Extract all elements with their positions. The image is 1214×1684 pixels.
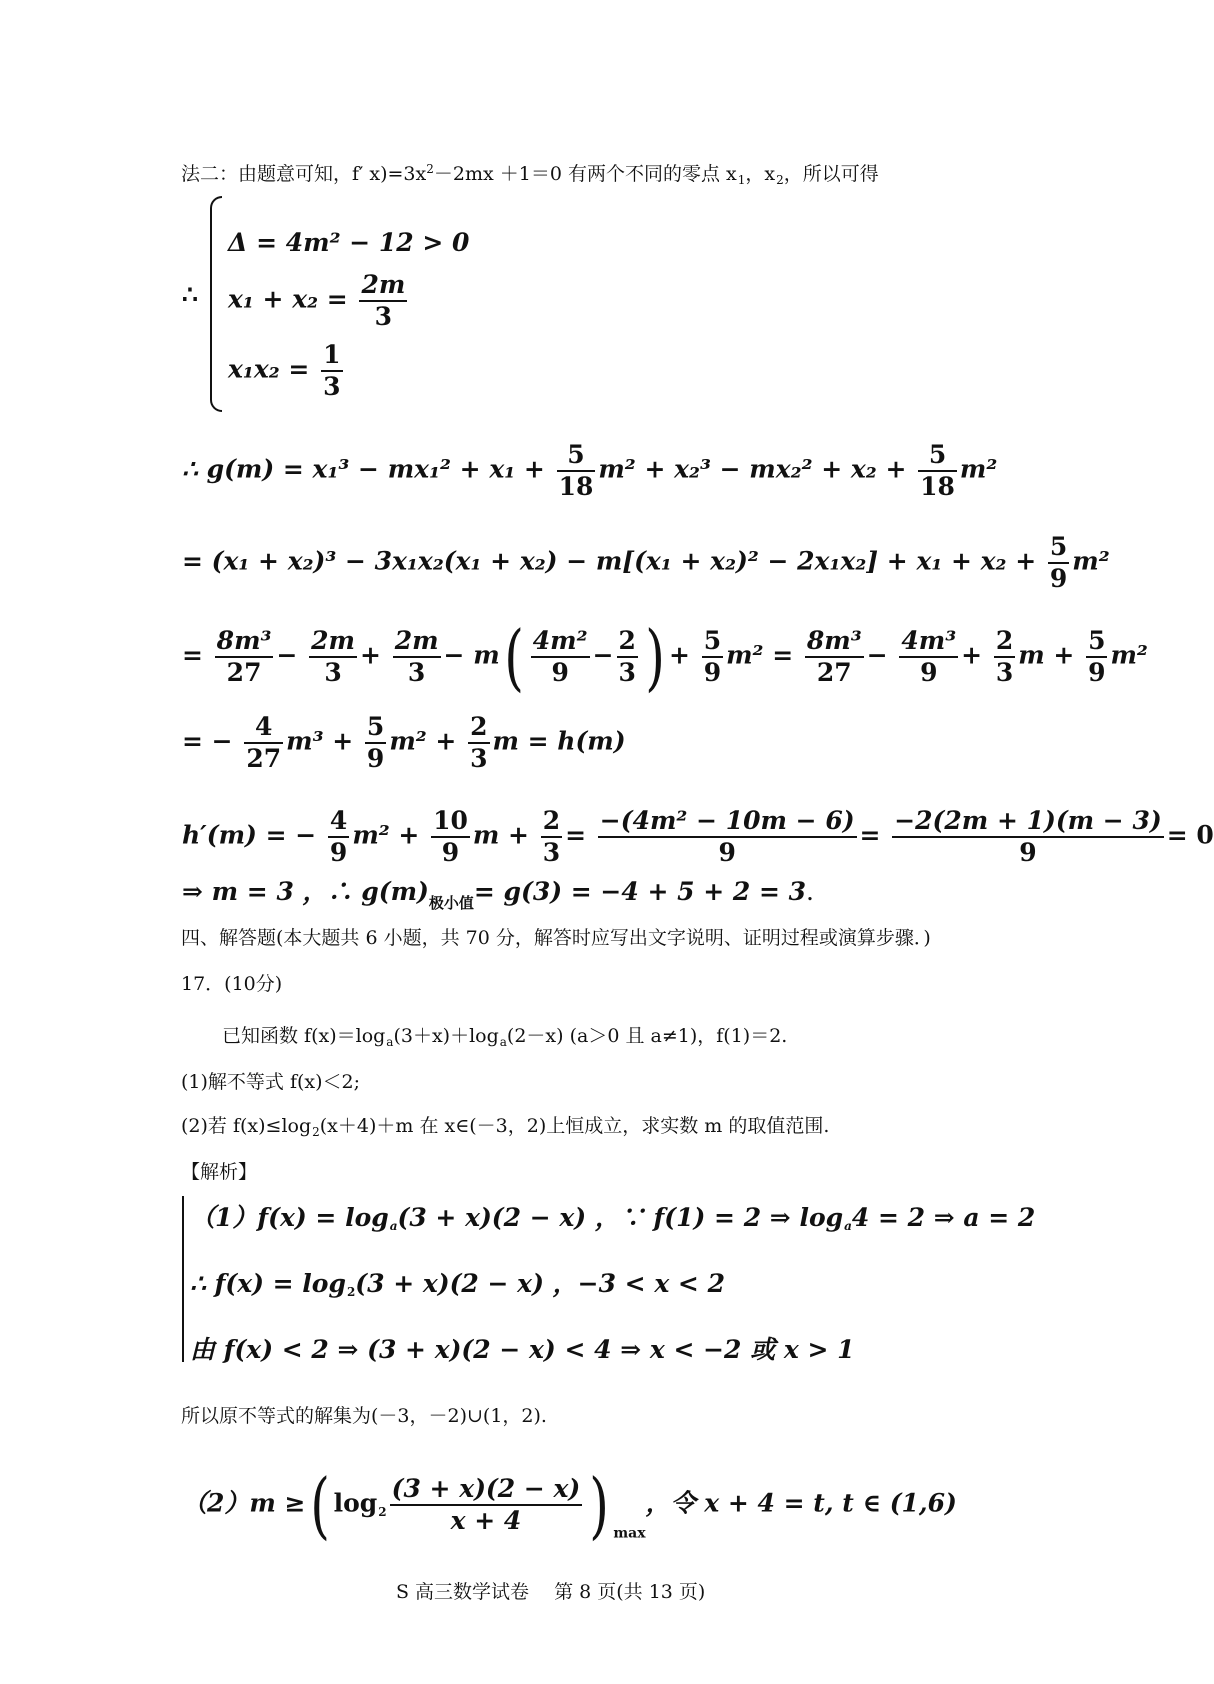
p2s-part-b: ，令 x + 4 = t, t ∈ (1,6): [645, 1488, 957, 1518]
operator: m² =: [726, 640, 794, 670]
fraction-den: 27: [246, 744, 282, 773]
s1-part-c: 4 = 2 ⇒ a = 2: [851, 1203, 1036, 1232]
fraction-num: 5: [365, 712, 386, 744]
fraction: [617, 626, 638, 688]
fraction-num: 4m²: [531, 626, 590, 658]
fraction: [215, 626, 274, 688]
operator: m +: [1018, 640, 1075, 670]
fraction-den: 9: [441, 838, 460, 867]
fraction-den: 3: [324, 658, 342, 687]
h-part-f: = 0: [1166, 820, 1214, 850]
fraction-den: 3: [374, 302, 393, 331]
fraction-den: 9: [703, 658, 722, 687]
intro-text-c: ，x: [745, 163, 776, 185]
result-part-a: ⇒ m = 3 ，∴ g(m): [182, 877, 429, 906]
stem-part-b: (3＋x)＋log: [393, 1025, 499, 1047]
operator: −: [866, 640, 888, 670]
fraction: [892, 806, 1163, 868]
fraction-den: 3: [618, 658, 636, 687]
method2-intro: [181, 157, 879, 192]
fraction: [328, 806, 349, 868]
operator: +: [360, 640, 381, 670]
fraction-den: 27: [226, 658, 262, 687]
intro-text-a: 法二：由题意可知，f′ x)=3x: [181, 163, 427, 185]
question-part-1: (1)解不等式 f(x)＜2;: [181, 1071, 361, 1093]
fraction-num: 4m³: [899, 626, 958, 658]
fraction-den: 9: [1049, 564, 1068, 593]
fraction: [244, 712, 283, 774]
fraction-num: 2m: [393, 626, 441, 658]
p2s-part-a: （2）m ≥: [182, 1488, 306, 1518]
part2-solution: [182, 1463, 957, 1547]
s1-sub-b: a: [844, 1219, 852, 1233]
operator: − m: [443, 640, 500, 670]
fraction-den: 9: [1019, 838, 1037, 867]
therefore-symbol: ∴: [182, 280, 198, 309]
section-heading: 四、解答题(本大题共 6 小题，共 70 分，解答时应写出文字说明、证明过程或演算步骤．): [181, 927, 931, 949]
question-stem: [222, 1024, 787, 1054]
minimum-result: [182, 877, 814, 915]
fraction: [994, 626, 1015, 688]
g-expression-1: [182, 440, 997, 502]
result-subscript: 极小值: [428, 894, 474, 912]
g4-part-a: = −: [182, 726, 233, 756]
fraction-num: 5: [1086, 626, 1107, 658]
h-part-c: m +: [472, 820, 529, 850]
h-part-e: =: [859, 820, 881, 850]
fraction: [557, 440, 596, 502]
h-part-d: =: [565, 820, 587, 850]
solution-line-3: 由 f(x) < 2 ⇒ (3 + x)(2 − x) < 4 ⇒ x < −2 或 x > 1: [190, 1335, 855, 1364]
fraction: [309, 626, 357, 688]
solution-left-bar: [182, 1196, 184, 1362]
fraction-num: (3 + x)(2 − x): [390, 1474, 583, 1506]
stem-part-a: 已知函数 f(x)＝log: [222, 1025, 386, 1047]
fraction-den: 9: [718, 838, 736, 867]
fraction-num: 5: [557, 440, 596, 472]
fraction-den: 9: [920, 658, 938, 687]
left-paren: (: [503, 615, 524, 699]
operator: +: [669, 640, 690, 670]
intro-text-b: －2mx ＋1＝0 有两个不同的零点 x: [433, 163, 737, 185]
s1-sub-a: a: [389, 1219, 398, 1233]
operator: m²: [1110, 640, 1148, 670]
fraction: [899, 626, 958, 688]
fraction-den: 3: [470, 744, 488, 773]
fraction: [805, 626, 864, 688]
fraction-den: 9: [1088, 658, 1106, 687]
analysis-label: 【解析】: [181, 1161, 258, 1183]
g-expression-3: [182, 615, 1148, 699]
fraction-num: 2: [541, 806, 562, 838]
operator: −: [592, 640, 614, 670]
stem-sub-2: a: [499, 1035, 507, 1049]
fraction: [702, 626, 723, 688]
stem-sub-1: a: [386, 1035, 394, 1049]
right-paren: ): [589, 1463, 610, 1547]
part2-sub: 2: [312, 1125, 320, 1139]
fraction-den: 3: [407, 658, 426, 687]
g-expression-2: [182, 532, 1110, 594]
fraction: [468, 712, 489, 774]
max-subscript: max: [613, 1525, 646, 1542]
g2-part-b: m²: [1072, 546, 1110, 576]
solution-line-2: [190, 1269, 725, 1304]
fraction-num: 2: [617, 626, 638, 658]
operator: +: [961, 640, 983, 670]
g-expression-4: [182, 712, 626, 774]
s2-part-b: (3 + x)(2 − x) ，−3 < x < 2: [355, 1269, 725, 1298]
system-eq-3-left: x₁x₂ =: [228, 354, 310, 384]
s2-sub: 2: [346, 1285, 356, 1299]
fraction: [321, 340, 342, 402]
fraction-num: 2: [994, 626, 1015, 658]
fraction-num: 4: [328, 806, 349, 838]
fraction-den: 18: [558, 472, 594, 501]
g1-part-b: m² + x₂³ − mx₂² + x₂ +: [598, 454, 907, 484]
log-text: log: [333, 1488, 378, 1518]
fraction: [359, 270, 407, 332]
g4-part-d: m = h(m): [492, 726, 626, 756]
solution-set: 所以原不等式的解集为(－3，－2)∪(1，2).: [181, 1405, 547, 1427]
page-footer: S 高三数学试卷 第 8 页(共 13 页): [396, 1581, 706, 1603]
solution-line-1: [190, 1203, 1036, 1238]
fraction-num: −(4m² − 10m − 6): [598, 806, 857, 838]
fraction: [365, 712, 386, 774]
fraction: [531, 626, 590, 688]
left-brace: [210, 196, 222, 412]
fraction: [541, 806, 562, 868]
question-number: 17．(10分): [181, 973, 283, 995]
g4-part-b: m³ +: [286, 726, 354, 756]
system-eq-2: [228, 270, 410, 332]
fraction-num: 4: [244, 712, 283, 744]
question-part-2: [181, 1114, 829, 1144]
fraction-num: 8m³: [215, 626, 274, 658]
fraction: [393, 626, 441, 688]
h-part-b: m² +: [352, 820, 420, 850]
fraction-den: 3: [323, 372, 341, 401]
g2-part-a: = (x₁ + x₂)³ − 3x₁x₂(x₁ + x₂) − m[(x₁ + x₂)² − 2x₁x₂] + x₁ + x₂ +: [182, 546, 1037, 576]
right-paren: ): [645, 615, 665, 699]
intro-sub-2: 2: [776, 173, 784, 187]
fraction: [1086, 626, 1107, 688]
fraction-den: 3: [542, 838, 561, 867]
fraction-num: 10: [431, 806, 470, 838]
fraction: [431, 806, 470, 868]
fraction-den: x + 4: [450, 1506, 522, 1535]
fraction-num: 5: [918, 440, 957, 472]
g4-part-c: m² +: [389, 726, 457, 756]
fraction-den: 9: [551, 658, 569, 687]
s1-part-a: （1）f(x) = log: [190, 1203, 389, 1232]
fraction: [598, 806, 857, 868]
h-part-a: h′(m) = −: [182, 820, 317, 850]
g1-part-a: ∴ g(m) = x₁³ − mx₁² + x₁ +: [182, 454, 545, 484]
fraction-num: 8m³: [805, 626, 864, 658]
intro-sup: 2: [426, 162, 434, 176]
fraction-num: 5: [702, 626, 723, 658]
fraction-den: 27: [816, 658, 852, 687]
fraction-den: 18: [920, 472, 955, 501]
result-dot: .: [806, 877, 814, 906]
s2-part-a: ∴ f(x) = log: [190, 1269, 346, 1298]
fraction-den: 3: [995, 658, 1014, 687]
g3-eq: =: [182, 640, 203, 670]
left-paren: (: [309, 1463, 330, 1547]
s1-part-b: (3 + x)(2 − x) ，∵ f(1) = 2 ⇒ log: [397, 1203, 844, 1232]
system-eq-3: [228, 340, 346, 402]
part2-text-b: (x＋4)＋m 在 x∈(－3，2)上恒成立，求实数 m 的取值范围.: [319, 1115, 830, 1137]
operator: −: [276, 640, 298, 670]
fraction-den: 9: [329, 838, 348, 867]
fraction-den: 9: [366, 744, 385, 773]
fraction-num: 2: [468, 712, 489, 744]
h-derivative: [182, 806, 1214, 868]
fraction: [390, 1474, 583, 1536]
fraction-num: −2(2m + 1)(m − 3): [892, 806, 1163, 838]
fraction: [1048, 532, 1069, 594]
system-eq-2-left: x₁ + x₂ =: [228, 284, 348, 314]
part2-text-a: (2)若 f(x)≤log: [181, 1115, 312, 1137]
fraction-num: 2m: [359, 270, 407, 302]
intro-text-d: ，所以可得: [783, 163, 879, 185]
log-sub: 2: [378, 1504, 387, 1519]
result-part-b: = g(3) = −4 + 5 + 2 = 3: [473, 877, 807, 906]
fraction: [918, 440, 957, 502]
system-eq-1: Δ = 4m² − 12 > 0: [228, 228, 470, 257]
intro-sub-1: 1: [737, 173, 746, 187]
stem-part-c: (2－x) (a＞0 且 a≠1)，f(1)＝2.: [506, 1025, 788, 1047]
fraction-num: 2m: [309, 626, 357, 658]
fraction-num: 1: [321, 340, 342, 372]
fraction-num: 5: [1048, 532, 1069, 564]
g1-part-c: m²: [959, 454, 998, 484]
